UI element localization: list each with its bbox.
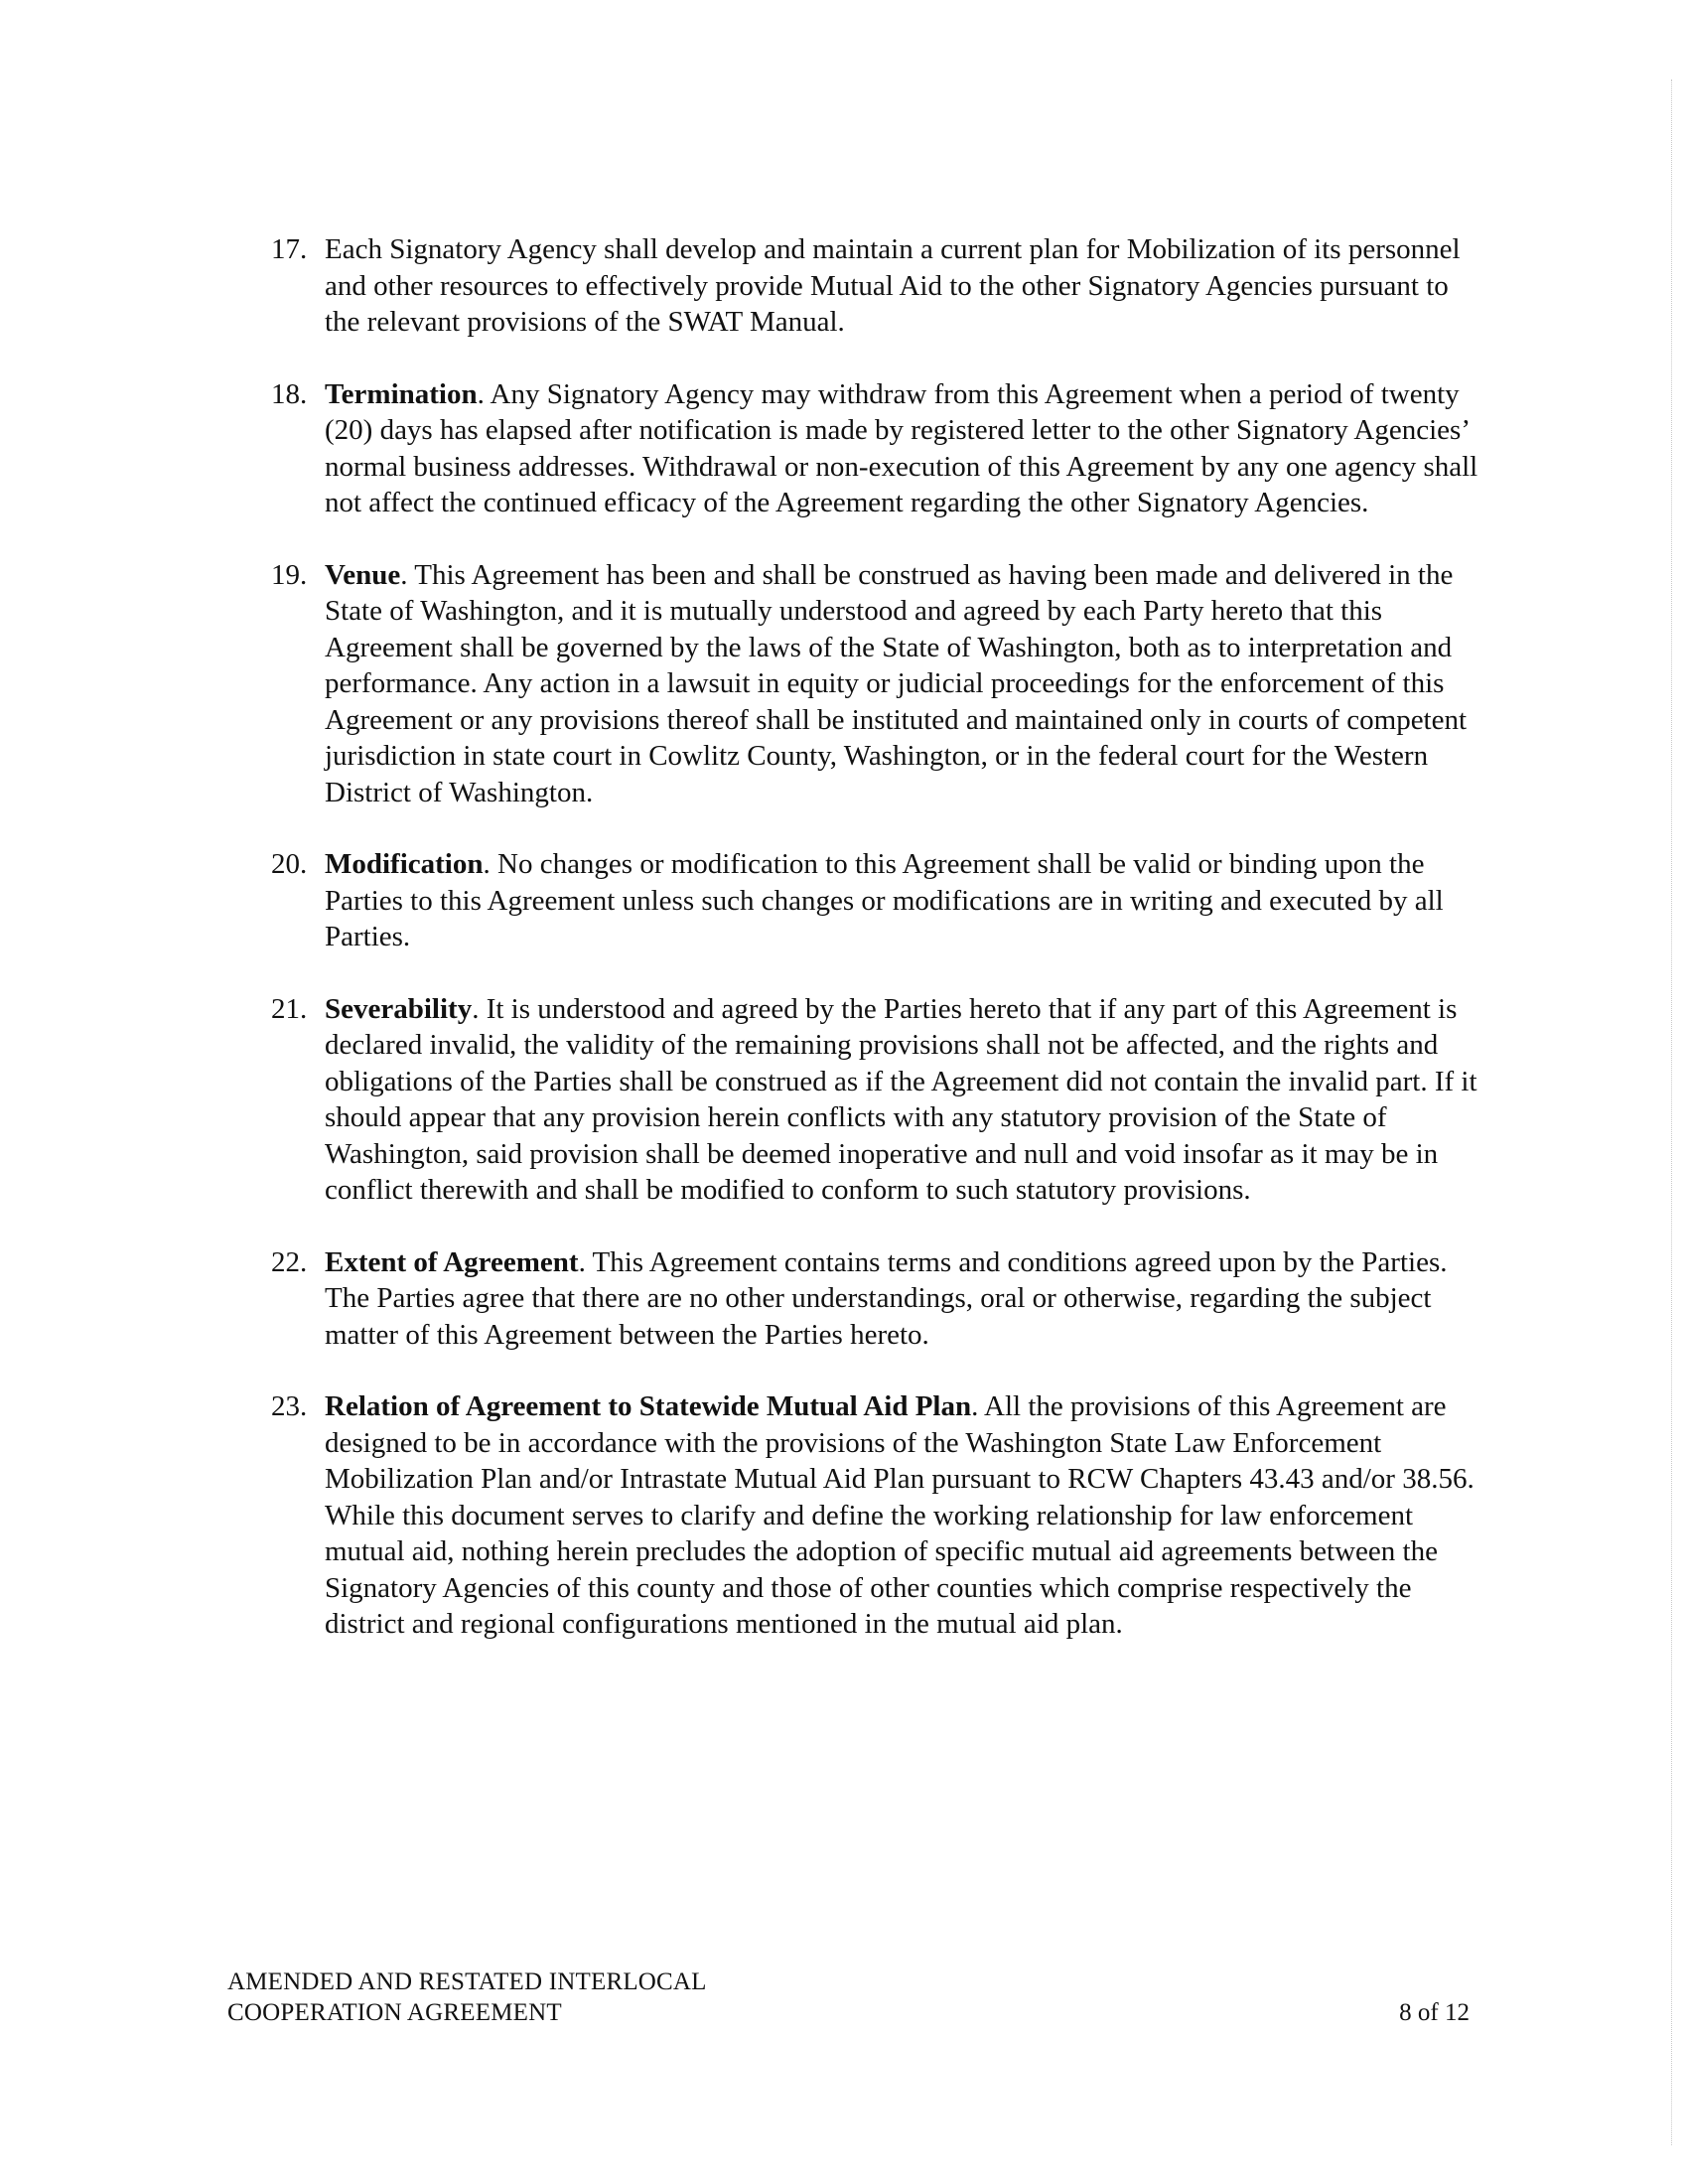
footer-page-number: 8 of 12 [1399,1999,1470,2026]
clause-number: 23. [271,1390,308,1422]
clause-body: Each Signatory Agency shall develop and maintain a current plan for Mobilization of its personnel and other resources to effectively provide Mutual Aid to the other Signatory Agencies pursuant to the relevant provisions of the SWAT Manual. [325,233,1461,338]
clause-body: . It is understood and agreed by the Parties hereto that if any part of this Agreement is declared invalid, the validity of the remaining provisions shall not be affected, and the rights and obligations of the Parties shall be construed as if the Agreement did not contain the invalid part. If it should appear that any provision herein conflicts with any statutory provision of the State of Washington, said provision shall be deemed inoperative and null and void insofar as it may be in conflict therewith and shall be modified to conform to such statutory provisions. [325,992,1477,1206]
clause-body: . Any Signatory Agency may withdraw from this Agreement when a period of twenty (20) days has elapsed after notification is made by registered letter to the other Signatory Agencies’ normal business addresses. Withdrawal or non-execution of this Agreement by any one agency shall not affect the continued efficacy of the Agreement regarding the other Signatory Agencies. [325,377,1478,518]
clause-heading: Modification [325,848,484,880]
footer-document-title [227,1966,707,2028]
clause-body: . All the provisions of this Agreement are designed to be in accordance with the provisions of the Washington State Law Enforcement Mobilization Plan and/or Intrastate Mutual Aid Plan pursuant to RCW Chapters 43.43 and/or 38.56. While this document serves to clarify and define the working relationship for law enforcement mutual aid, nothing herein precludes the adoption of specific mutual aid agreements between the Signatory Agencies of this county and those of other counties which comprise respectively the district and regional configurations mentioned in the mutual aid plan. [325,1390,1475,1640]
clause-21 [271,991,1482,1209]
clause-body: . This Agreement has been and shall be construed as having been made and delivered in the State of Washington, and it is mutually understood and agreed by each Party hereto that this Agreement shall be governed by the laws of the State of Washington, both as to interpretation and performance. Any action in a lawsuit in equity or judicial proceedings for the enforcement of this Agreement or any provisions thereof shall be instituted and maintained only in courts of competent jurisdiction in state court in Cowlitz County, Washington, or in the federal court for the Western District of Washington. [325,558,1468,808]
clause-number: 17. [271,233,308,265]
clause-heading: Extent of Agreement [325,1245,579,1278]
scan-edge-mark [1671,79,1672,2145]
clause-number: 18. [271,377,308,410]
clause-text [325,376,1482,521]
footer-title-line-2: COOPERATION AGREEMENT [227,1999,562,2026]
clause-text [325,1388,1482,1643]
clause-body: . This Agreement contains terms and conditions agreed upon by the Parties. The Parties agree that there are no other understandings, oral or otherwise, regarding the subject matter of this Agreement between the Parties hereto. [325,1245,1448,1351]
clause-heading: Termination [325,377,478,410]
clause-17 [271,231,1482,341]
clause-heading: Venue [325,558,401,591]
clause-18 [271,376,1482,521]
clause-heading: Severability [325,992,473,1025]
clause-23 [271,1388,1482,1643]
clause-number: 22. [271,1245,308,1278]
clause-22 [271,1244,1482,1354]
footer-title-line-1: AMENDED AND RESTATED INTERLOCAL [227,1968,707,1995]
clause-number: 20. [271,848,308,880]
clause-number: 21. [271,992,308,1025]
clause-20 [271,846,1482,955]
clause-text [325,1244,1482,1354]
clause-19 [271,557,1482,811]
clause-text [325,846,1482,955]
clause-text [325,557,1482,811]
clause-text [325,991,1482,1209]
clause-list [271,231,1482,1678]
clause-text [325,231,1482,341]
clause-body: . No changes or modification to this Agreement shall be valid or binding upon the Parties to this Agreement unless such changes or modifications are in writing and executed by all Parties. [325,848,1444,952]
clause-number: 19. [271,558,308,591]
clause-heading: Relation of Agreement to Statewide Mutual Aid Plan [325,1390,972,1422]
